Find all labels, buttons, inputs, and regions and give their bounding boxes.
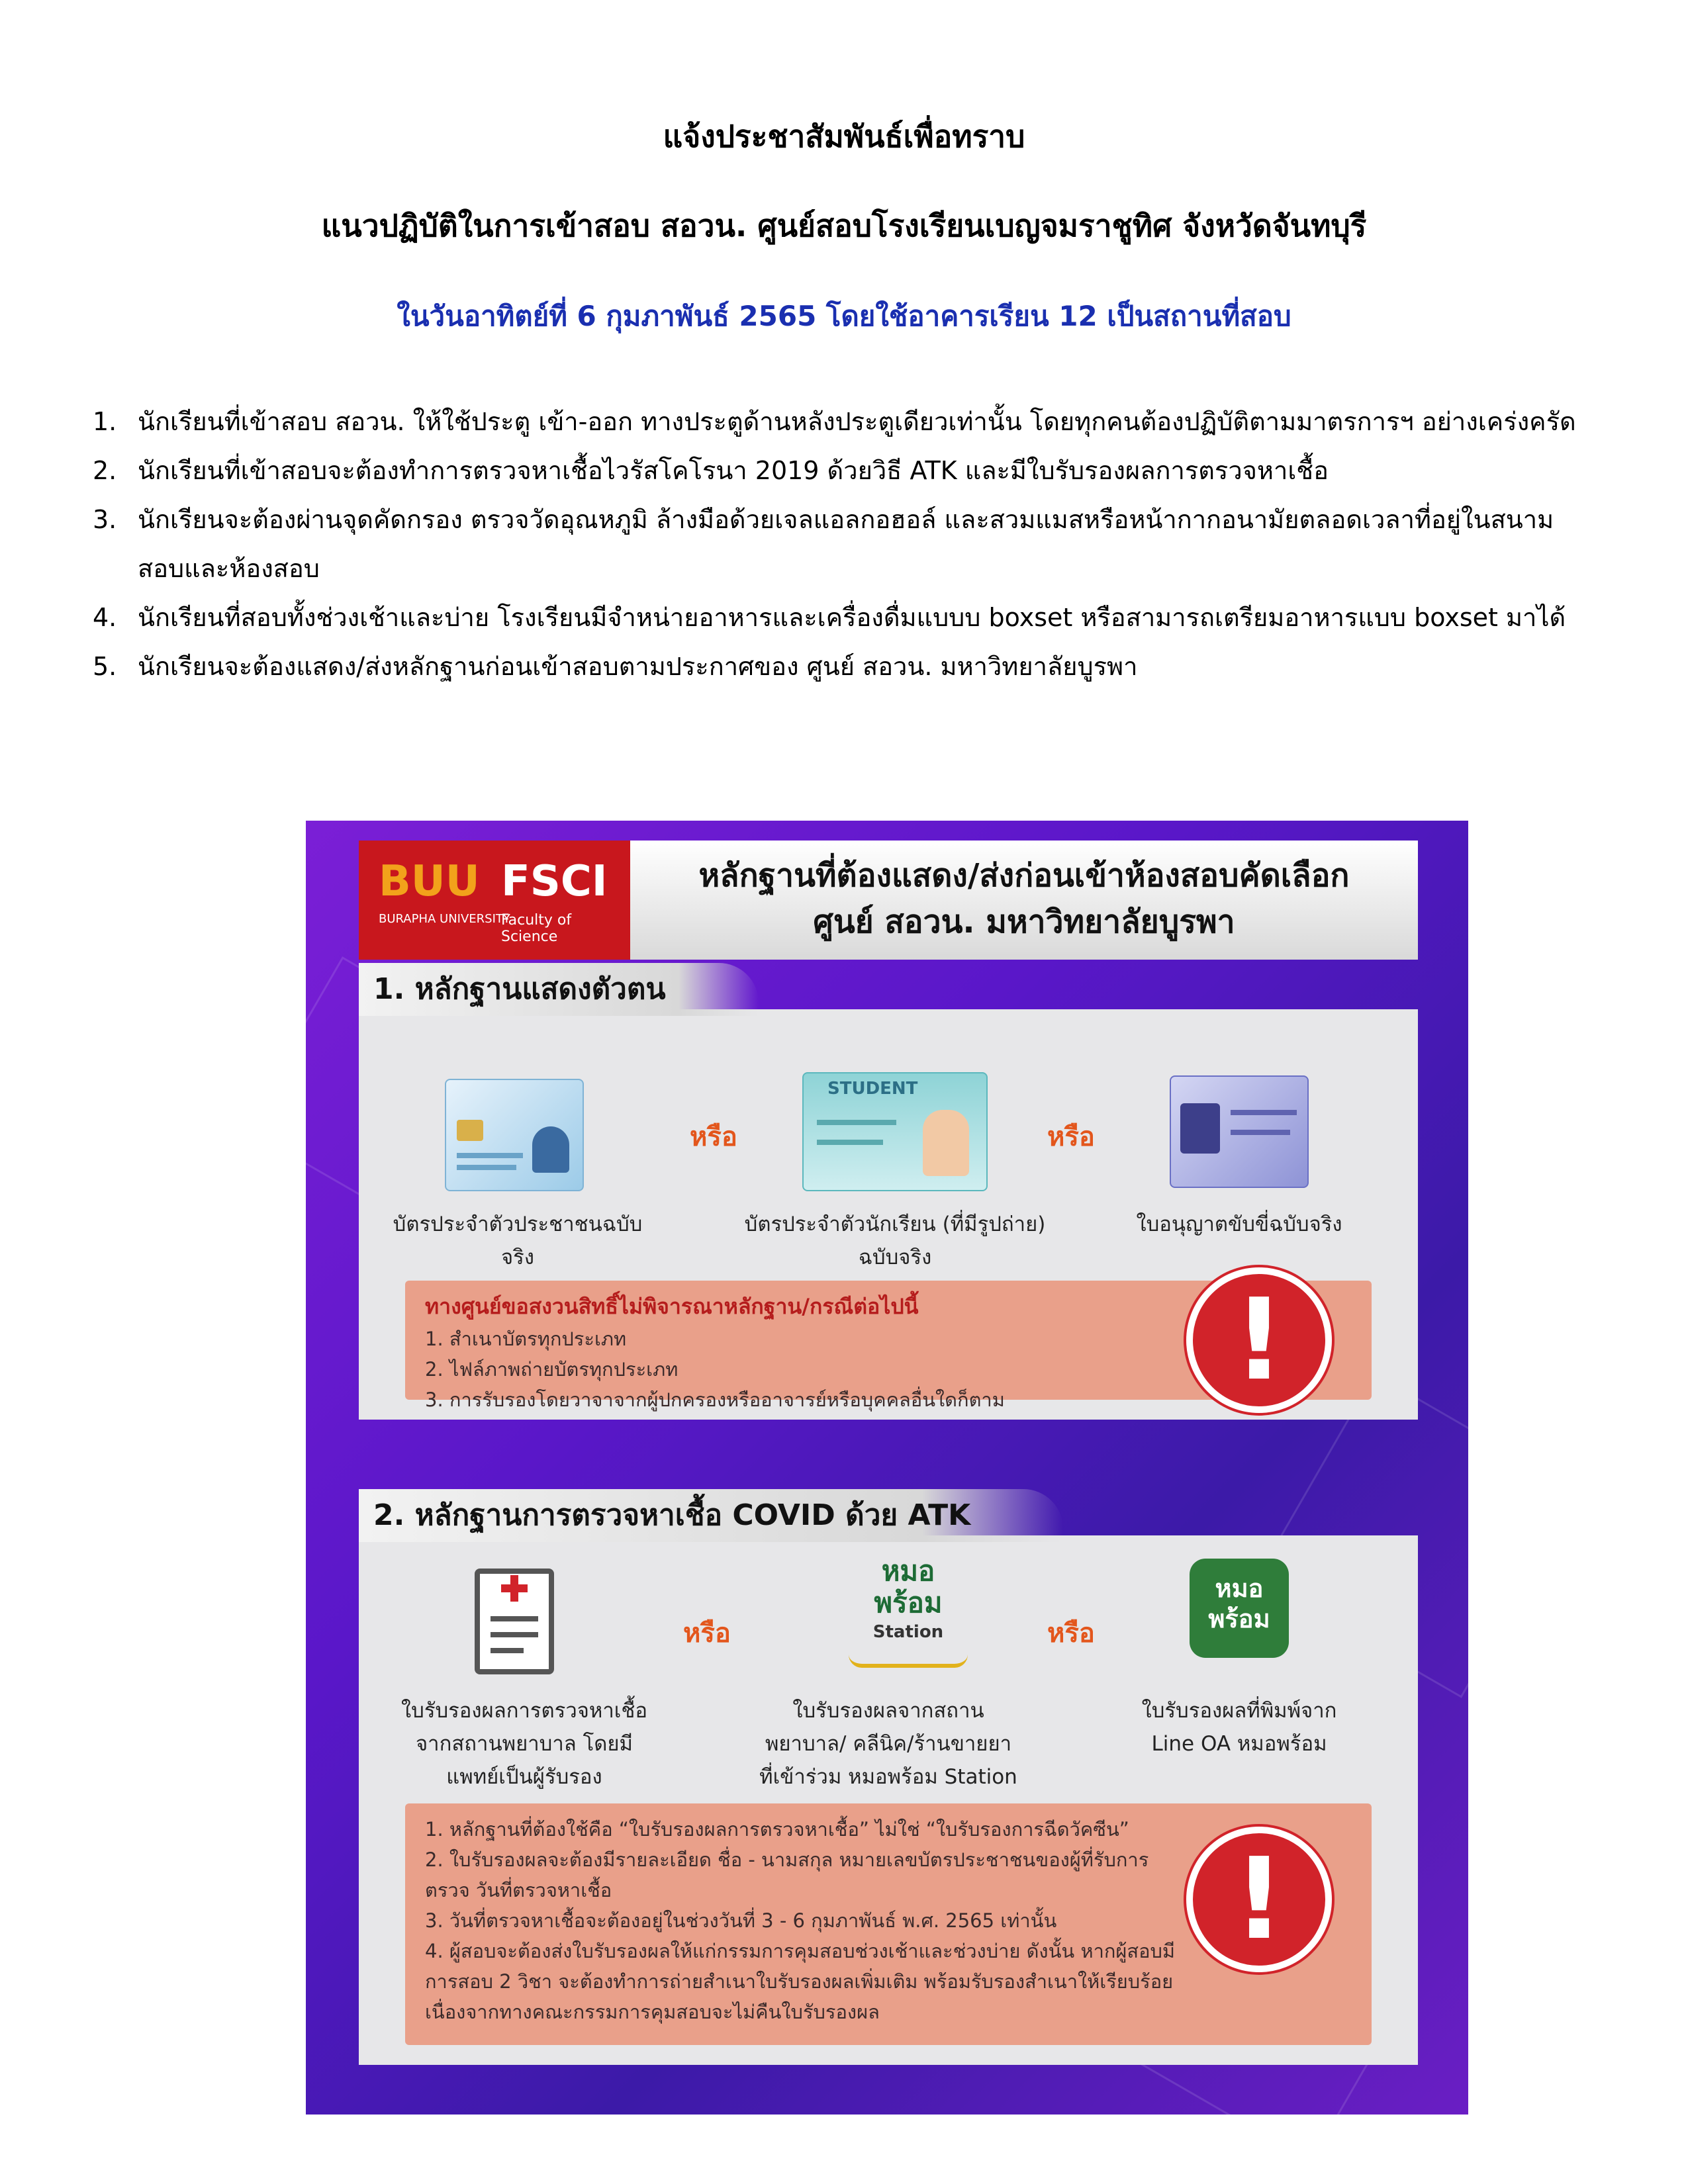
- mohprom-text: พร้อม: [874, 1586, 943, 1619]
- student-card-label: STUDENT: [827, 1079, 918, 1099]
- rule-item: [93, 593, 1582, 642]
- mohprom-app-text: พร้อม: [1208, 1604, 1270, 1633]
- exclamation-icon: !: [1186, 1827, 1332, 1972]
- poster-heading-line2: ศูนย์ สอวน. มหาวิทยาลัยบูรพา: [813, 903, 1235, 940]
- warning-line: 3. วันที่ตรวจหาเชื้อจะต้องอยู่ในช่วงวันที่ 3 - 6 กุมภาพันธ์ พ.ศ. 2565 เท่านั้น: [425, 1909, 1057, 1932]
- poster-heading-line1: หลักฐานที่ต้องแสดง/ส่งก่อนเข้าห้องสอบคัดเลือก: [698, 857, 1350, 894]
- line-oa-certificate-caption: ใบรับรองผลที่พิมพ์จาก Line OA หมอพร้อม: [1141, 1699, 1337, 1756]
- rule-text: นักเรียนที่เข้าสอบ สอวน. ให้ใช้ประตู เข้า-ออก ทางประตูด้านหลังประตูเดียวเท่านั้น โดยทุกคนต้องปฏิบัติตามมาตรการฯ อย่างเคร่งครัด: [138, 407, 1576, 436]
- text-line-icon: [1231, 1130, 1290, 1135]
- station-certificate-caption: ใบรับรองผลจากสถานพยาบาล/ คลีนิค/ร้านขายยา ที่เข้าร่วม หมอพร้อม Station: [759, 1699, 1017, 1789]
- smile-arc-icon: [849, 1655, 968, 1668]
- rule-number: 3.: [93, 505, 117, 534]
- logo-fsci-text: FSCI: [501, 857, 608, 906]
- text-line-icon: [1231, 1110, 1297, 1115]
- identity-evidence-section: [359, 972, 1418, 1420]
- rule-item: [93, 642, 1582, 691]
- rule-number: 4.: [93, 603, 117, 632]
- logo-fsci-subtext: Faculty of Science: [501, 912, 572, 945]
- student-card-caption: บัตรประจำตัวนักเรียน (ที่มีรูปถ่าย) ฉบับจริง: [744, 1212, 1046, 1269]
- section2-tab: 2. หลักฐานการตรวจหาเชื้อ COVID ด้วย ATK: [359, 1489, 1063, 1542]
- or-label: หรือ: [683, 1618, 731, 1649]
- driving-license-caption: ใบอนุญาตขับขี่ฉบับจริง: [1136, 1212, 1342, 1236]
- mohprom-text: หมอ: [881, 1555, 935, 1587]
- text-line-icon: [817, 1140, 883, 1145]
- hospital-certificate-caption: ใบรับรองผลการตรวจหาเชื้อ จากสถานพยาบาล โดยมีแพทย์เป็นผู้รับรอง: [401, 1699, 647, 1789]
- logo-buu-text: BUU: [379, 857, 480, 906]
- text-line-icon: [457, 1165, 516, 1170]
- rules-list: [93, 397, 1582, 691]
- national-id-card-icon: [445, 1079, 584, 1191]
- poster-heading: [643, 852, 1405, 945]
- evidence-infographic: [306, 821, 1468, 2115]
- logo-buu-subtext: BURAPHA UNIVERSITY: [379, 912, 510, 926]
- or-label: หรือ: [1047, 1618, 1095, 1649]
- buu-fsci-logo: [359, 841, 630, 960]
- or-label: หรือ: [1047, 1122, 1095, 1152]
- license-photo-icon: [1180, 1103, 1220, 1154]
- rule-number: 1.: [93, 407, 117, 436]
- text-line-icon: [817, 1120, 896, 1125]
- mohprom-app-icon: [1190, 1559, 1289, 1658]
- text-line-icon: [457, 1153, 523, 1158]
- rule-text: นักเรียนที่สอบทั้งช่วงเช้าและบ่าย โรงเรียนมีจำหน่ายอาหารและเครื่องดื่มแบบบ boxset หรือสามารถเตรียมอาหารแบบ boxset มาได้: [138, 603, 1566, 632]
- rule-text: นักเรียนจะต้องผ่านจุดคัดกรอง ตรวจวัดอุณหภูมิ ล้างมือด้วยเจลแอลกอฮอล์ และสวมแมสหรือหน้ากากอนามัยตลอดเวลาที่อยู่ในสนามสอบและห้องสอบ: [138, 505, 1554, 583]
- mohprom-app-text: หมอ: [1215, 1574, 1264, 1603]
- id-card-caption: บัตรประจำตัวประชาชนฉบับจริง: [393, 1212, 643, 1269]
- text-line-icon: [491, 1632, 538, 1637]
- student-photo-icon: [923, 1110, 969, 1176]
- notice-title: แจ้งประชาสัมพันธ์เพื่อทราบ: [663, 118, 1025, 154]
- covid-evidence-section: [359, 1498, 1418, 2065]
- notice-subtitle: แนวปฏิบัติในการเข้าสอบ สอวน. ศูนย์สอบโรงเรียนเบญจมราชูทิศ จังหวัดจันทบุรี: [321, 208, 1367, 244]
- station-text: Station: [872, 1622, 944, 1642]
- mohprom-station-logo: [835, 1555, 981, 1681]
- warning-line: 4. ผู้สอบจะต้องส่งใบรับรองผลให้แก่กรรมการคุมสอบช่วงเช้าและช่วงบ่าย ดังนั้น หากผู้สอบมีการสอบ 2 วิชา จะต้องทำการถ่ายสำเนาใบรับรองผลเพิ่มเติม พร้อมรับรองสำเนาให้เรียบร้อย เนื่องจากทางคณะกรรมการคุมสอบจะไม่คืนใบรับรองผล: [425, 1940, 1176, 2023]
- or-label: หรือ: [690, 1122, 737, 1152]
- warning-line: 3. การรับรองโดยวาจาจากผู้ปกครองหรืออาจารย์หรือบุคคลอื่นใดก็ตาม: [425, 1388, 1005, 1411]
- driving-license-icon: [1170, 1075, 1309, 1188]
- text-line-icon: [491, 1648, 524, 1653]
- text-line-icon: [491, 1616, 538, 1621]
- student-card-icon: [802, 1072, 988, 1191]
- rule-item: [93, 495, 1582, 593]
- warning-line: 1. สำเนาบัตรทุกประเภท: [425, 1328, 627, 1350]
- warning-line: 1. หลักฐานที่ต้องใช้คือ “ใบรับรองผลการตรวจหาเชื้อ” ไม่ใช่ “ใบรับรองการฉีดวัคซีน”: [425, 1818, 1129, 1841]
- chip-icon: [457, 1120, 483, 1141]
- warning-line: 2. ใบรับรองผลจะต้องมีรายละเอียด ชื่อ - นามสกุล หมายเลขบัตรประชาชนของผู้ที่รับการตรวจ วันที่ตรวจหาเชื้อ: [425, 1848, 1149, 1901]
- section1-tab: 1. หลักฐานแสดงตัวตน: [359, 963, 759, 1016]
- warning-heading: ทางศูนย์ขอสงวนสิทธิ์ไม่พิจารณาหลักฐาน/กรณีต่อไปนี้: [425, 1294, 919, 1319]
- person-icon: [532, 1126, 569, 1173]
- medical-certificate-icon: [475, 1569, 554, 1674]
- warning-line: 2. ไฟล์ภาพถ่ายบัตรทุกประเภท: [425, 1358, 679, 1381]
- rule-number: 2.: [93, 456, 117, 485]
- rule-item: [93, 446, 1582, 495]
- cross-icon: [510, 1575, 518, 1602]
- rule-text: นักเรียนจะต้องแสดง/ส่งหลักฐานก่อนเข้าสอบตามประกาศของ ศูนย์ สอวน. มหาวิทยาลัยบูรพา: [138, 652, 1138, 681]
- rule-number: 5.: [93, 652, 117, 681]
- exclamation-icon: !: [1186, 1267, 1332, 1413]
- rule-item: [93, 397, 1582, 446]
- exam-date-line: ในวันอาทิตย์ที่ 6 กุมภาพันธ์ 2565 โดยใช้อาคารเรียน 12 เป็นสถานที่สอบ: [397, 300, 1291, 332]
- poster-header: [359, 841, 1418, 960]
- rule-text: นักเรียนที่เข้าสอบจะต้องทำการตรวจหาเชื้อไวรัสโคโรนา 2019 ด้วยวิธี ATK และมีใบรับรองผลการตรวจหาเชื้อ: [138, 456, 1329, 485]
